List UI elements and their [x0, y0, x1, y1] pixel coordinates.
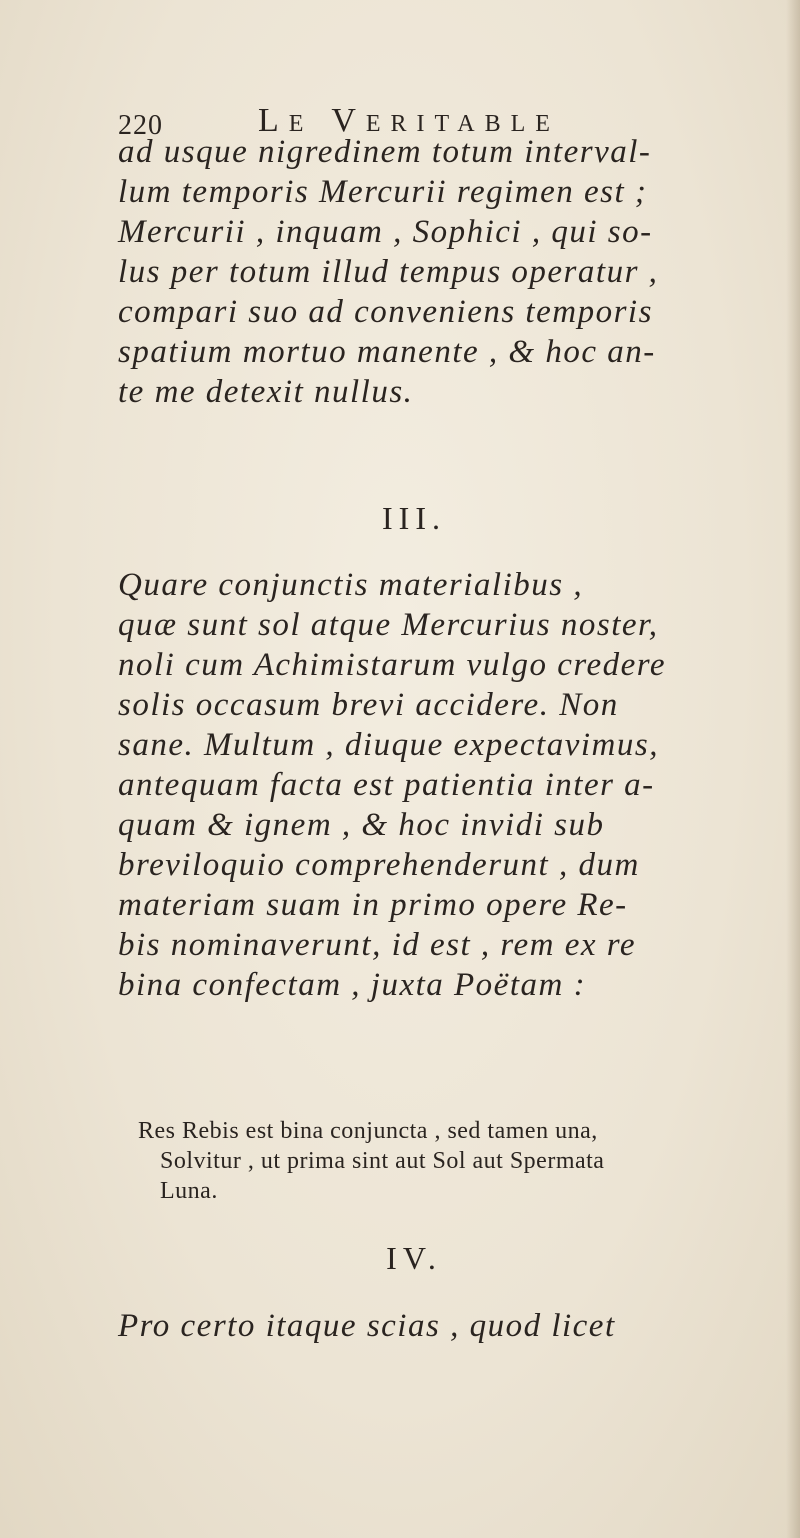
text-line: quæ sunt sol atque Mercurius noster, [118, 607, 659, 643]
text-line: compari suo ad conveniens temporis [118, 294, 653, 330]
text-line: te me detexit nullus. [118, 374, 414, 410]
text-line: bis nominaverunt, id est , rem ex re [118, 927, 637, 963]
text-line: lus per totum illud tempus operatur , [118, 254, 659, 290]
text-line: sane. Multum , diuque expectavimus, [118, 727, 659, 763]
text-line: breviloquio comprehenderunt , dum [118, 847, 640, 883]
text-line: quam & ignem , & hoc invidi sub [118, 807, 605, 843]
text-line: lum temporis Mercurii regimen est ; [118, 174, 648, 210]
text-line: noli cum Achimistarum vulgo credere [118, 647, 667, 683]
text-line: spatium mortuo manente , & hoc an- [118, 334, 656, 370]
section-number-4: IV. [386, 1240, 442, 1276]
text-line: ad usque nigredinem totum interval- [118, 134, 652, 170]
text-line: solis occasum brevi accidere. Non [118, 687, 619, 723]
paragraph-2 [118, 565, 768, 1005]
paragraph-1 [118, 132, 768, 412]
text-line: Quare conjunctis materialibus , [118, 567, 584, 603]
text-line: antequam facta est patientia inter a- [118, 767, 655, 803]
page-number: 220 [118, 110, 163, 141]
verse-quotation [138, 1116, 604, 1206]
section-number-3: III. [382, 500, 446, 536]
page-edge-shadow [786, 0, 800, 1538]
verse-line: Luna. [160, 1178, 218, 1204]
text-line: materiam suam in primo opere Re- [118, 887, 628, 923]
verse-line: Solvitur , ut prima sint aut Sol aut Spermata [160, 1148, 605, 1174]
text-line: Pro certo itaque scias , quod licet [118, 1308, 616, 1344]
paragraph-3 [118, 1306, 768, 1346]
running-title: Le Veritable [258, 102, 560, 139]
verse-line: Res Rebis est bina conjuncta , sed tamen una, [138, 1118, 598, 1144]
text-line: bina confectam , juxta Poëtam : [118, 967, 587, 1003]
text-line: Mercurii , inquam , Sophici , qui so- [118, 214, 653, 250]
